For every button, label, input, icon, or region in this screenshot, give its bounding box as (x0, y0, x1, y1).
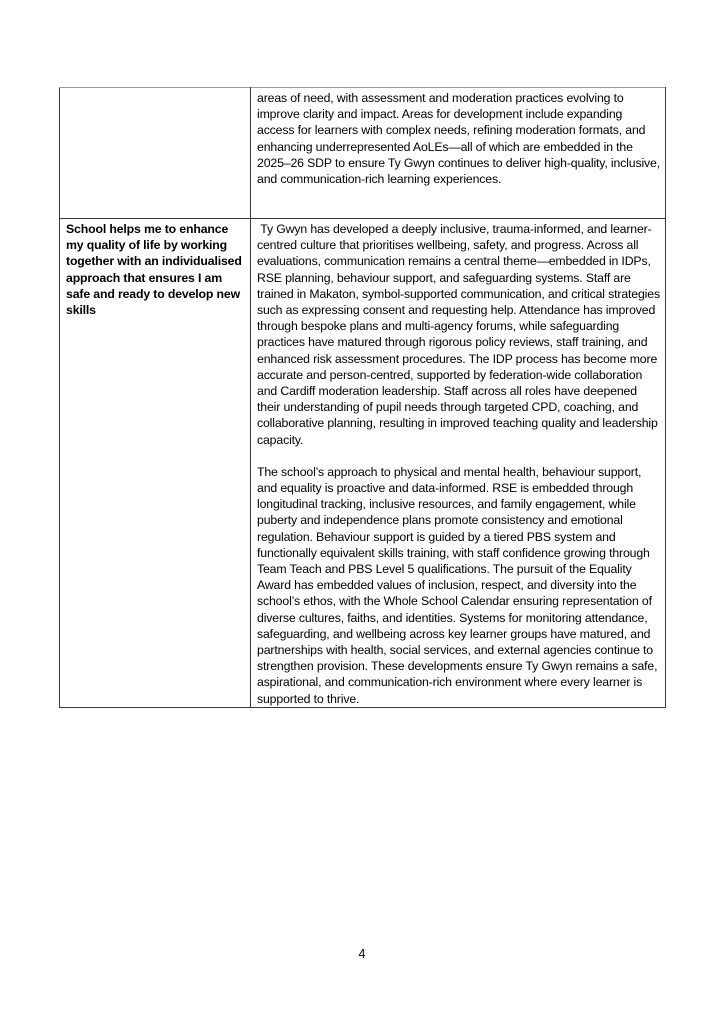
table-row (60, 219, 666, 708)
criterion-cell (60, 88, 251, 219)
table-row (60, 88, 666, 219)
evaluation-table (59, 87, 666, 708)
evidence-paragraph: Ty Gwyn has developed a deeply inclusive, trauma-informed, and learner-centred culture that prioritises wellbeing, safety, and progress. Across all evaluations, communication remains a central theme—embedded in IDPs, RSE planning, behaviour support, and safeguarding systems. Staff are trained in Makaton, symbol-supported communication, and critical strategies such as expressing consent and requesting help. Attendance has improved through bespoke plans and multi-agency forums, while safeguarding practices have matured through rigorous policy reviews, staff training, and enhanced risk assessment procedures. The IDP process has become more accurate and person-centred, supported by federation-wide collaboration and Cardiff moderation leadership. Staff across all roles have deepened their understanding of pupil needs through targeted CPD, coaching, and collaborative planning, resulting in improved teaching quality and leadership capacity. (257, 222, 664, 447)
evidence-cell (251, 219, 666, 708)
evidence-paragraph: areas of need, with assessment and moderation practices evolving to improve clarity and impact. Areas for development include expanding access for learners with complex needs, refining moderation formats, and enhancing underrepresented AoLEs—all of which are embedded in the 2025–26 SDP to ensure Ty Gwyn continues to deliver high-quality, inclusive, and communication-rich learning experiences. (257, 91, 660, 187)
criterion-cell: School helps me to enhance my quality of life by working together with an individualised approach that ensures I am safe and ready to develop new skills (60, 219, 251, 708)
evidence-cell (251, 88, 666, 219)
evidence-paragraph: The school’s approach to physical and mental health, behaviour support, and equality is proactive and data-informed. RSE is embedded through longitudinal tracking, inclusive resources, and family engagement, while puberty and independence plans promote consistency and emotional regulation. Behaviour support is guided by a tiered PBS system and functionally equivalent skills training, with staff confidence growing through Team Teach and PBS Level 5 qualifications. The pursuit of the Equality Award has embedded values of inclusion, respect, and diversity into the school’s ethos, with the Whole School Calendar ensuring representation of diverse cultures, faiths, and identities. Systems for monitoring attendance, safeguarding, and wellbeing across key learner groups have matured, and partnerships with health, social services, and external agencies continue to strengthen provision. These developments ensure Ty Gwyn remains a safe, aspirational, and communication-rich environment where every learner is supported to thrive. (257, 464, 658, 706)
page-number: 4 (358, 947, 366, 961)
